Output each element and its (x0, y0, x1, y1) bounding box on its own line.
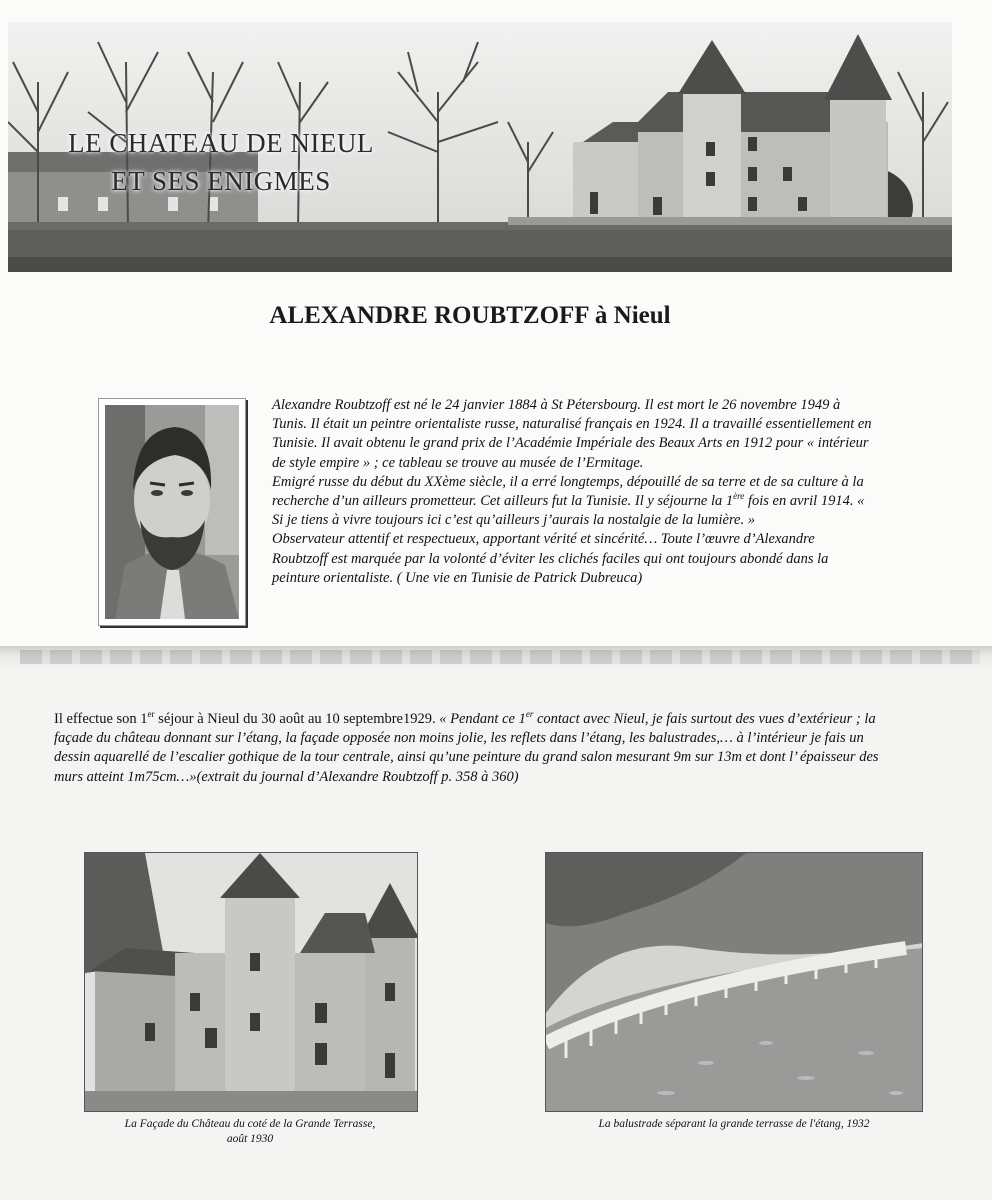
facade-caption: La Façade du Château du coté de la Grande Terrasse, août 1930 (124, 1118, 376, 1145)
article-title: ALEXANDRE ROUBTZOFF à Nieul (269, 302, 671, 329)
bio-paragraph-2: Emigré russe du début du XXème siècle, il a erré longtemps, dépouillé de sa terre et de sa culture à la recherche d’un ailleurs prometteur. Cet ailleurs fut la Tunisie. Il y séjourne la 1ère fois en avril 1914. « Si je tiens à vivre toujours ici c’est qu’ailleurs j’aurais la nostalgie de la lumière. » (272, 473, 865, 529)
visit-paragraph: Il effectue son 1er séjour à Nieul du 30 août au 10 septembre1929. « Pendant ce 1er contact avec Nieul, je fais surtout des vues d’extérieur ; la façade du château donnant sur l’étang, la façade opposée non moins jolie, les reflets dans l’étang, les balustrades,… à l’intérieur je fais un dessin aquarellé de l’escalier gothique de la tour centrale, ainsi qu’une peinture du grand salon mesurant 9m sur 13m et dont l’ épaisseur des murs atteint 1m75cm…»(extrait du journal d’Alexandre Roubtzoff p. 358 à 360) (54, 709, 879, 785)
balustrade-image (546, 853, 923, 1112)
portrait-photo (98, 398, 246, 626)
banner-title-line2: ET SES ENIGMES (111, 166, 331, 196)
banner-title-line1: LE CHATEAU DE NIEUL (68, 128, 374, 158)
facade-photo (84, 852, 418, 1112)
biography-text (272, 396, 872, 588)
bio-paragraph-1: Alexandre Roubtzoff est né le 24 janvier 1884 à St Pétersbourg. Il est mort le 26 novembre 1949 à Tunis. Il était un peintre orientaliste russe, naturalisé français en 1924. Il a travaillé essentiellement en Tunisie. Il avait obtenu le grand prix de l’Académie Impériale des Beaux Arts en 1912 pour « intérieur de style empire » ; ce tableau se trouve au musée de l’Ermitage. (272, 397, 872, 471)
balustrade-caption: La balustrade séparant la grande terrasse de l'étang, 1932 (598, 1118, 870, 1130)
bio-paragraph-3: Observateur attentif et respectueux, apportant vérité et sincérité… Toute l’œuvre d’Alexandre Roubtzoff est marquée par la volonté d’éviter les clichés faciles qui ont toujours abondé dans la peinture orientaliste. ( Une vie en Tunisie de Patrick Dubreuca) (272, 531, 829, 586)
banner-title (36, 124, 406, 200)
balustrade-photo (545, 852, 923, 1112)
header-banner (8, 22, 952, 272)
facade-image (85, 853, 418, 1112)
roubtzoff-portrait-image (105, 405, 239, 619)
bleed-through-band (20, 650, 980, 664)
